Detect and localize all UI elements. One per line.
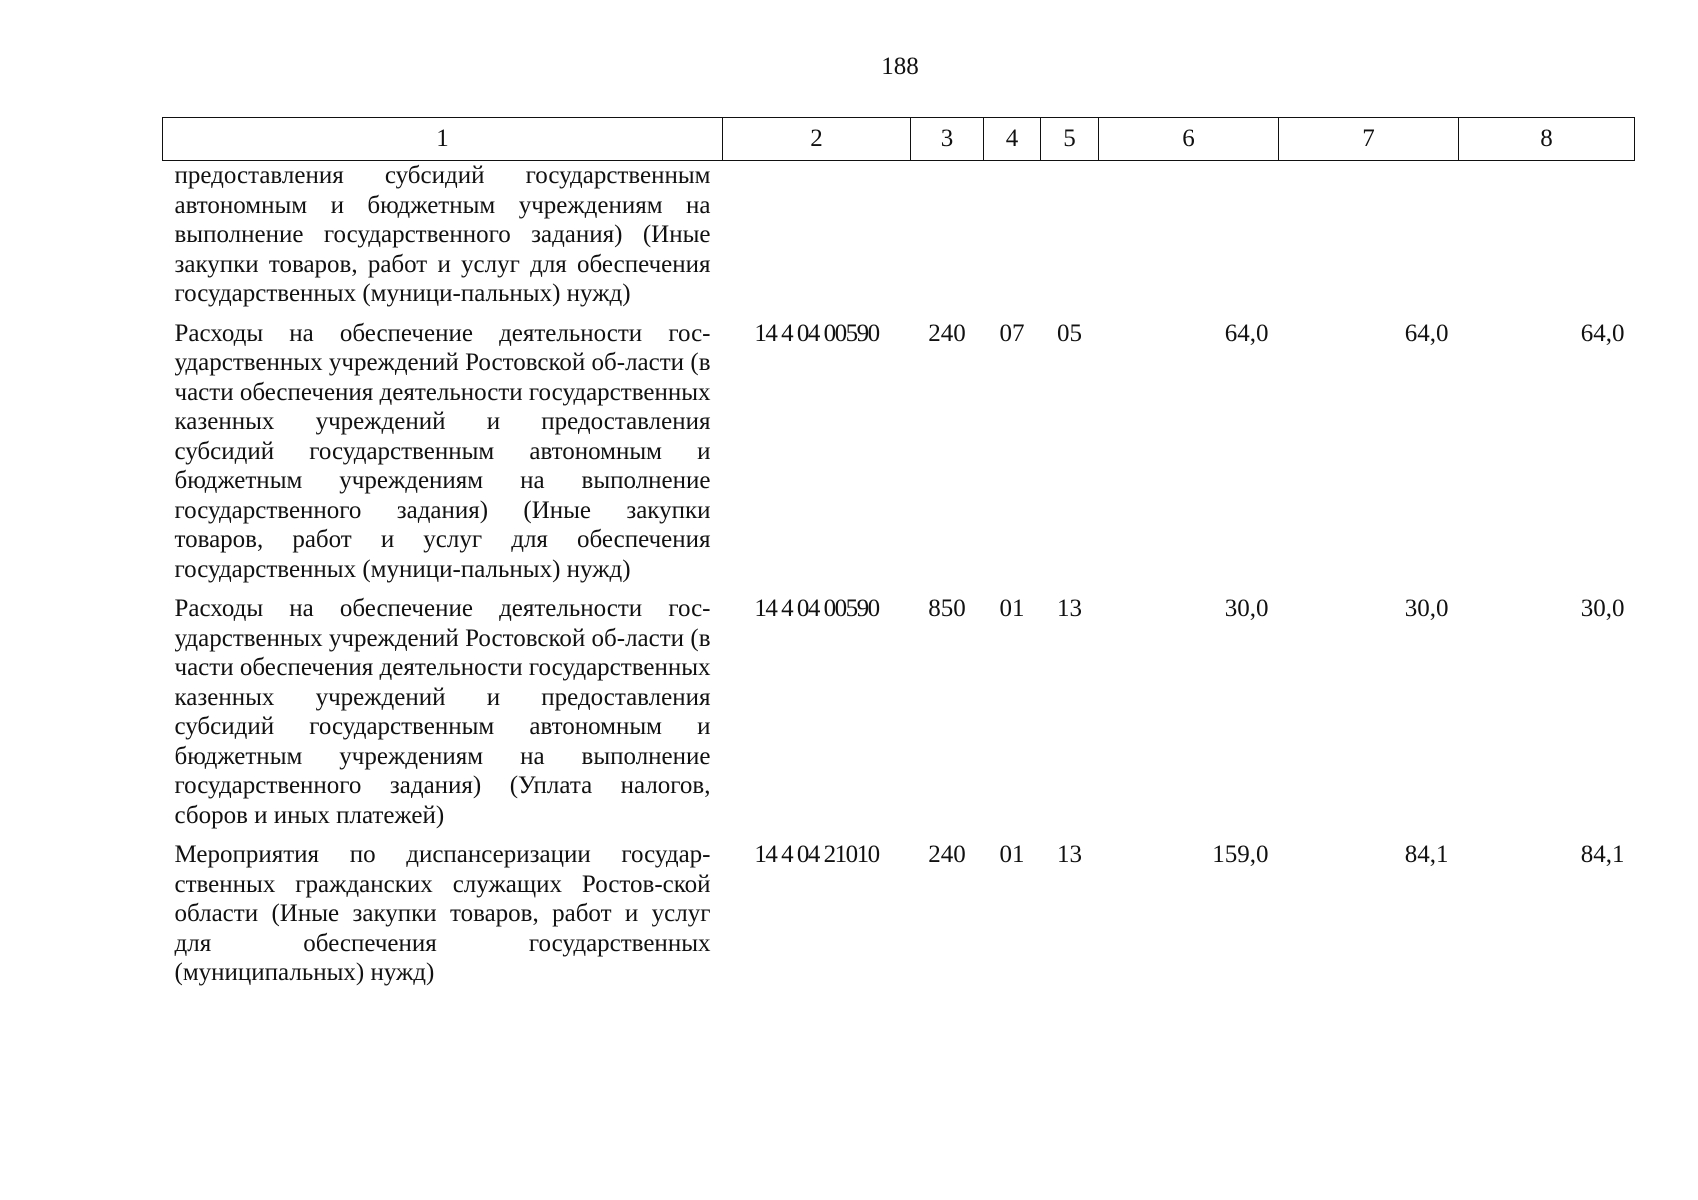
header-cell: 6 xyxy=(1099,118,1279,161)
row-description: Расходы на обеспечение деятельности гос-ударственных учреждений Ростовской об-ласти (в части обеспечения деятельности государственных казенных учреждений и предоставления субсидий государственным автономным и бюджетным учреждениям на выполнение государственного задания) (Уплата налогов, сборов и иных платежей) xyxy=(174,595,711,829)
table-row xyxy=(163,161,1635,309)
row-subsection xyxy=(1041,161,1099,309)
header-cell: 2 xyxy=(723,118,911,161)
row-amount-3: 30,0 xyxy=(1580,595,1625,622)
row-description: предоставления субсидий государственным автономным и бюджетным учреждениям на выполнение государственного задания) (Иные закупки товаров, работ и услуг для обеспечения государственных (муници-пальных) нужд) xyxy=(174,162,711,307)
table-header xyxy=(163,118,1635,161)
budget-table xyxy=(162,117,1635,988)
row-amount-1: 64,0 xyxy=(1224,319,1269,347)
row-subsection: 13 xyxy=(1057,841,1082,868)
row-amount-1: 159,0 xyxy=(1212,841,1269,868)
row-target-code xyxy=(723,161,911,309)
header-cell: 1 xyxy=(163,118,723,161)
row-subsection: 05 xyxy=(1057,319,1082,347)
row-section xyxy=(984,161,1041,309)
row-section: 01 xyxy=(999,841,1025,868)
table-row xyxy=(163,584,1635,830)
header-cell: 4 xyxy=(984,118,1041,161)
row-expense-type xyxy=(911,161,984,309)
row-expense-type: 240 xyxy=(928,319,966,347)
row-amount-3: 84,1 xyxy=(1580,841,1625,868)
row-target-code: 14 4 04 00590 xyxy=(754,319,879,347)
row-amount-1: 30,0 xyxy=(1224,595,1269,622)
row-amount-3: 64,0 xyxy=(1580,319,1625,347)
row-section: 01 xyxy=(999,595,1025,622)
row-amount-1 xyxy=(1099,161,1279,309)
row-description: Мероприятия по диспансеризации государ-ственных гражданских служащих Ростов-ской области (Иные закупки товаров, работ и услуг для обеспечения государственных (муниципальных) нужд) xyxy=(174,841,711,986)
row-expense-type: 240 xyxy=(928,841,966,868)
header-cell: 5 xyxy=(1041,118,1099,161)
row-expense-type: 850 xyxy=(928,595,966,622)
table-row xyxy=(163,309,1635,585)
header-cell: 7 xyxy=(1279,118,1459,161)
row-target-code: 14 4 04 00590 xyxy=(754,595,879,622)
row-description: Расходы на обеспечение деятельности гос-ударственных учреждений Ростовской об-ласти (в части обеспечения деятельности государственных казенных учреждений и предоставления субсидий государственным автономным и бюджетным учреждениям на выполнение государственного задания) (Иные закупки товаров, работ и услуг для обеспечения государственных (муници-пальных) нужд) xyxy=(174,319,711,583)
header-cell: 8 xyxy=(1459,118,1635,161)
row-amount-2: 84,1 xyxy=(1404,841,1449,868)
header-cell: 3 xyxy=(911,118,984,161)
row-amount-2: 64,0 xyxy=(1404,319,1449,347)
row-section: 07 xyxy=(999,319,1025,347)
header-row xyxy=(163,118,1635,161)
page-number: 188 xyxy=(881,53,919,80)
row-subsection: 13 xyxy=(1057,595,1082,622)
row-amount-2 xyxy=(1279,161,1459,309)
row-amount-2: 30,0 xyxy=(1404,595,1449,622)
table-body xyxy=(163,161,1635,988)
row-amount-3 xyxy=(1459,161,1635,309)
row-target-code: 14 4 04 21010 xyxy=(754,841,879,868)
table-row xyxy=(163,830,1635,988)
